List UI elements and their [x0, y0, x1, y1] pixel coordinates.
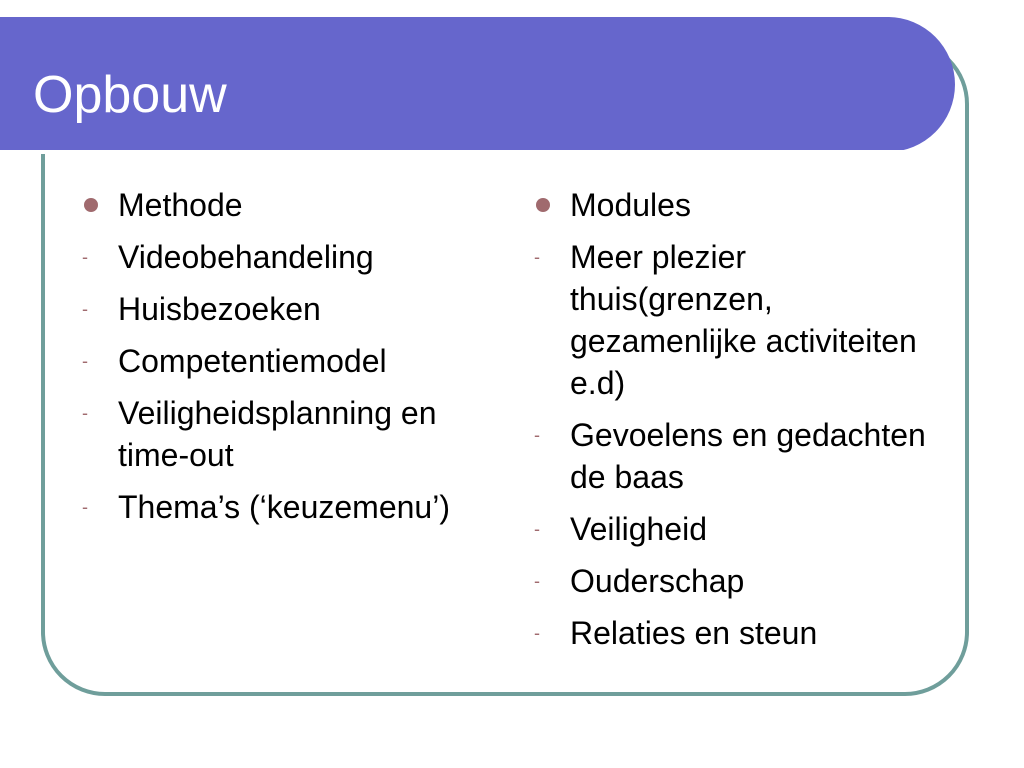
dash-bullet-icon: -: [534, 425, 540, 445]
list-item: [76, 236, 476, 278]
list-heading-modules: [528, 184, 928, 226]
list-item: [76, 392, 476, 476]
list-item: [76, 340, 476, 382]
dash-bullet-icon: -: [82, 351, 88, 371]
list-item-label: Huisbezoeken: [118, 291, 321, 327]
dash-bullet-icon: -: [534, 623, 540, 643]
list-item-label: Veiligheidsplanning en time-out: [118, 395, 437, 473]
modules-list: [528, 184, 928, 664]
dash-bullet-icon: -: [82, 247, 88, 267]
title-bar: [0, 17, 955, 152]
list-item: [528, 560, 928, 602]
bullet-dot-icon: [536, 198, 550, 212]
dash-bullet-icon: -: [534, 519, 540, 539]
list-item-label: Meer plezier thuis(grenzen, gezamenlijke activiteiten e.d): [570, 239, 917, 401]
list-item: [76, 288, 476, 330]
list-item-label: Gevoelens en gedachten de baas: [570, 417, 926, 495]
list-item-label: Competentiemodel: [118, 343, 387, 379]
list-item: [528, 414, 928, 498]
list-item-label: Relaties en steun: [570, 615, 818, 651]
dash-bullet-icon: -: [82, 403, 88, 423]
list-item: [528, 612, 928, 654]
list-item: [528, 236, 928, 404]
dash-bullet-icon: -: [534, 247, 540, 267]
list-heading-methode: [76, 184, 476, 226]
list-item-label: Veiligheid: [570, 511, 707, 547]
list-item: [528, 508, 928, 550]
list-heading-label: Methode: [118, 187, 243, 223]
dash-bullet-icon: -: [82, 299, 88, 319]
list-item: [76, 486, 476, 528]
bullet-dot-icon: [84, 198, 98, 212]
title-underline: [0, 150, 905, 154]
list-item-label: Videobehandeling: [118, 239, 374, 275]
methode-list: [76, 184, 476, 538]
dash-bullet-icon: -: [534, 571, 540, 591]
dash-bullet-icon: -: [82, 497, 88, 517]
list-heading-label: Modules: [570, 187, 691, 223]
list-item-label: Thema’s (‘keuzemenu’): [118, 489, 450, 525]
list-item-label: Ouderschap: [570, 563, 745, 599]
slide-title: Opbouw: [33, 66, 227, 124]
